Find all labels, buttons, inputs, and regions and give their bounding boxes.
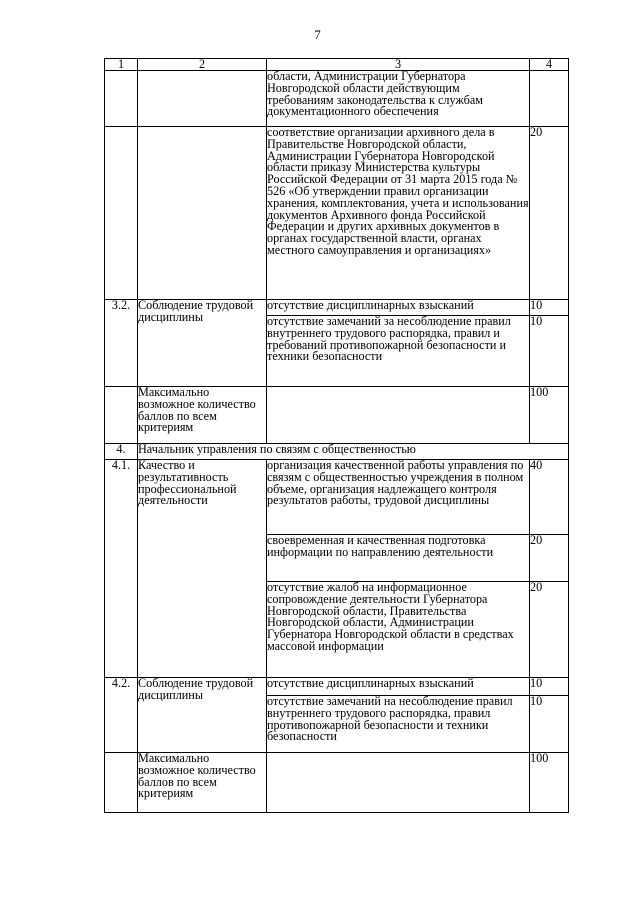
item-number (105, 387, 138, 444)
table-row (105, 71, 569, 127)
points-value: 10 (530, 300, 569, 316)
points-value (530, 71, 569, 127)
column-number: 3 (267, 59, 530, 71)
criterion-text: отсутствие жалоб на информационное сопровождение деятельности Губернатора Новгородской области, Правительства Новгородской области, Администрации Губернатора Новгородской области в средствах массовой информации (267, 582, 530, 678)
table-row (105, 753, 569, 813)
item-number: 4.2. (105, 678, 138, 753)
criterion-text: отсутствие замечаний за несоблюдение правил внутреннего трудового распорядка, правил и требований противопожарной безопасности и техники безопасности (267, 316, 530, 387)
points-value: 10 (530, 316, 569, 387)
section-number: 4. (105, 444, 138, 460)
criterion-text (267, 387, 530, 444)
section-title: Начальник управления по связям с общественностью (138, 444, 569, 460)
item-number (105, 753, 138, 813)
item-name: Качество и результативность профессиональной деятельности (138, 460, 267, 678)
criterion-text: области, Администрации Губернатора Новгородской области действующим требованиям законодательства к службам документационного обеспечения (267, 71, 530, 127)
item-name: Максимально возможное количество баллов по всем критериям (138, 387, 267, 444)
column-number: 2 (138, 59, 267, 71)
points-value: 20 (530, 535, 569, 582)
points-value: 10 (530, 696, 569, 753)
item-name: Соблюдение трудовой дисциплины (138, 300, 267, 387)
points-value: 100 (530, 387, 569, 444)
criterion-text: соответствие организации архивного дела в Правительстве Новгородской области, Администрации Губернатора Новгородской области приказу Министерства культуры Российской Федерации от 31 марта 2015 года № 526 «Об утверждении правил организации хранения, комплектования, учета и использования документов Архивного фонда Российской Федерации и других архивных документов в органах государственной власти, органах местного самоуправления и организациях» (267, 127, 530, 300)
table-row (105, 387, 569, 444)
criterion-text: организация качественной работы управления по связям с общественностью учреждения в полном объеме, организация надлежащего контроля результатов работы, трудовой дисциплины (267, 460, 530, 535)
table-row (105, 678, 569, 696)
page-number: 7 (314, 27, 321, 42)
item-name: Максимально возможное количество баллов по всем критериям (138, 753, 267, 813)
column-number: 1 (105, 59, 138, 71)
points-value: 100 (530, 753, 569, 813)
criterion-text: отсутствие дисциплинарных взысканий (267, 300, 530, 316)
item-name: Соблюдение трудовой дисциплины (138, 678, 267, 753)
item-number: 3.2. (105, 300, 138, 387)
item-number (105, 127, 138, 300)
item-number: 4.1. (105, 460, 138, 678)
item-number (105, 71, 138, 127)
criterion-text: отсутствие замечаний на несоблюдение правил внутреннего трудового распорядка, правил противопожарной безопасности и техники безопасности (267, 696, 530, 753)
criteria-table (104, 58, 569, 813)
criterion-text: отсутствие дисциплинарных взысканий (267, 678, 530, 696)
item-name (138, 127, 267, 300)
points-value: 40 (530, 460, 569, 535)
table-row (105, 127, 569, 300)
points-value: 10 (530, 678, 569, 696)
criterion-text (267, 753, 530, 813)
column-number: 4 (530, 59, 569, 71)
points-value: 20 (530, 582, 569, 678)
table-row (105, 460, 569, 535)
points-value: 20 (530, 127, 569, 300)
criterion-text: своевременная и качественная подготовка информации по направлению деятельности (267, 535, 530, 582)
item-name (138, 71, 267, 127)
